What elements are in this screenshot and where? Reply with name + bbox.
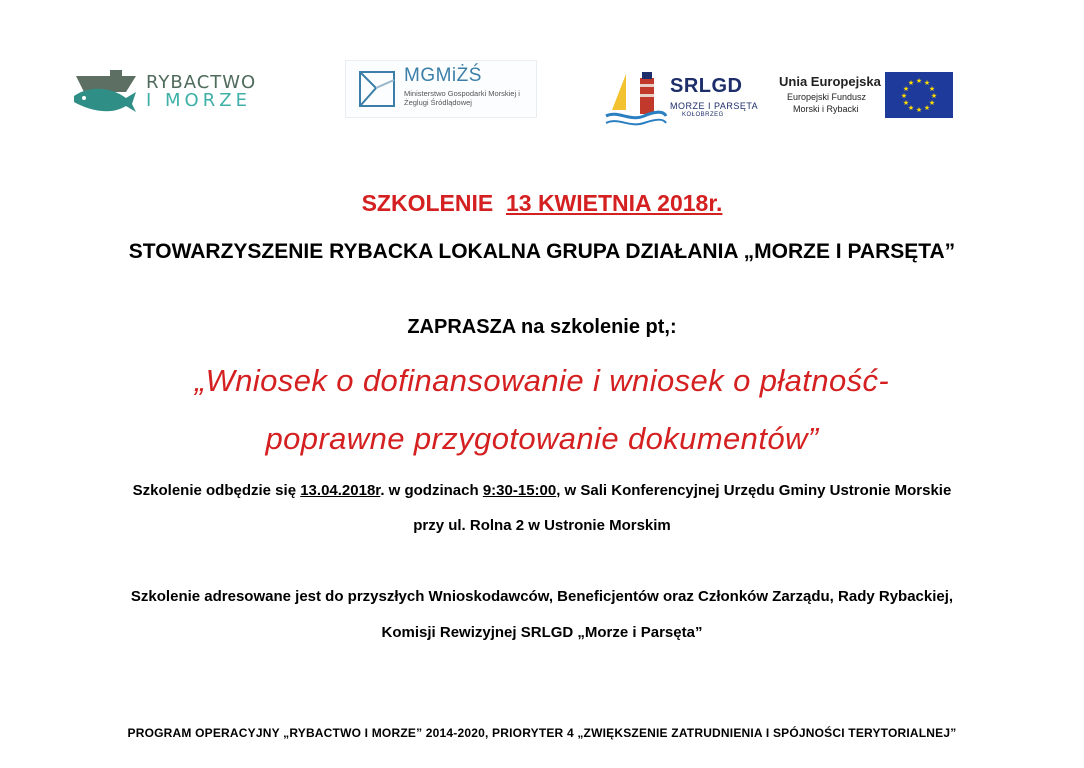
details-time: 9:30-15:00 (482, 482, 557, 499)
details-lead: Szkolenie odbędzie się (132, 482, 301, 499)
svg-text:★: ★ (923, 79, 931, 87)
svg-text:★: ★ (900, 92, 908, 100)
program-footer: PROGRAM OPERACYJNY „RYBACTWO I MORZE” 2014-2020, PRIORYTER 4 „ZWIĘKSZENIE ZATRUDNIENIA I SPÓJNOŚCI TERYTORIALNEJ” (127, 726, 957, 740)
lighthouse-sail-icon (604, 70, 668, 128)
rybactwo-logo-line1: RYBACTWO (146, 72, 257, 93)
eu-logo (775, 72, 965, 122)
training-address: przy ul. Rolna 2 w Ustronie Morskim (413, 517, 671, 534)
srlgd-logo-subtitle: MORZE I PARSĘTA (670, 101, 759, 111)
svg-text:★: ★ (928, 99, 936, 107)
svg-text:★: ★ (923, 104, 931, 112)
svg-text:★: ★ (902, 99, 910, 107)
mgm-logo-name: MGMiŻŚ (404, 65, 482, 86)
training-title-line2: poprawne przygotowanie dokumentów” (265, 421, 819, 456)
training-details (0, 482, 1084, 499)
srlgd-logo-city: KOŁOBRZEG (682, 112, 724, 118)
svg-text:★: ★ (928, 85, 936, 93)
svg-text:★: ★ (907, 104, 915, 112)
svg-text:★: ★ (915, 106, 923, 114)
srlgd-logo-name: SRLGD (670, 75, 743, 97)
eu-logo-title: Unia Europejska (779, 74, 881, 89)
training-date: 13 KWIETNIA 2018r. (505, 190, 723, 216)
srlgd-logo (604, 70, 759, 128)
training-date-prefix: SZKOLENIE (361, 190, 494, 216)
invite-text: ZAPRASZA na szkolenie pt,: (407, 316, 677, 338)
audience-line1: Szkolenie adresowane jest do przyszłych Wnioskodawców, Beneficjentów oraz Członków Zarządu, Rady Rybackiej, (130, 588, 954, 605)
svg-text:★: ★ (915, 77, 923, 85)
fish-boat-icon (70, 66, 140, 112)
details-date: 13.04.2018r (300, 482, 381, 499)
audience-line2: Komisji Rewizyjnej SRLGD „Morze i Parsęta” (381, 624, 703, 641)
eu-logo-line1: Europejski Fundusz (787, 92, 867, 102)
svg-text:★: ★ (907, 79, 915, 87)
training-title-line1: „Wniosek o dofinansowanie i wniosek o płatność- (194, 363, 890, 398)
eu-logo-line2: Morski i Rybacki (793, 104, 859, 114)
rybactwo-logo-line2: I MORZE (146, 90, 251, 111)
organizer-heading: STOWARZYSZENIE RYBACKA LOKALNA GRUPA DZIAŁANIA „MORZE I PARSĘTA” (128, 240, 956, 263)
mgm-logo-subtitle: Ministerstwo Gospodarki Morskiej i Żeglugi Śródlądowej (404, 89, 520, 107)
svg-text:★: ★ (902, 85, 910, 93)
eu-flag-icon (885, 72, 953, 118)
svg-text:★: ★ (930, 92, 938, 100)
mgm-logo (345, 60, 537, 118)
details-mid: . w godzinach (380, 482, 483, 499)
rybactwo-i-morze-logo (70, 66, 257, 116)
ministry-logo-icon (354, 66, 400, 112)
training-date-heading (0, 190, 1084, 217)
details-tail: , w Sali Konferencyjnej Urzędu Gminy Ustronie Morskie (556, 482, 952, 499)
